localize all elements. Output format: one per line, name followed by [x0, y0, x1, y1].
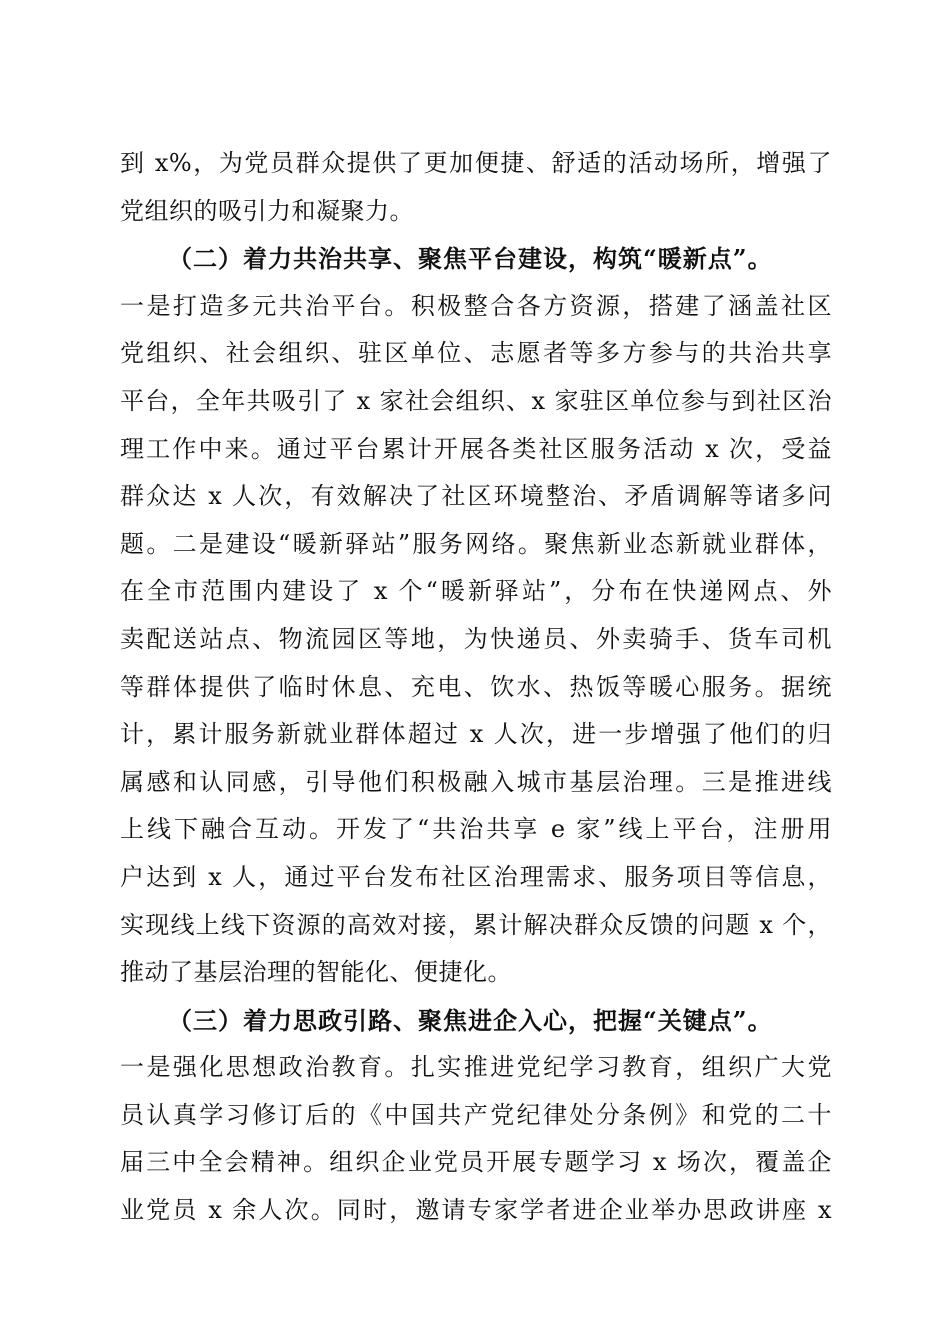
body-text-line: 理工作中来。通过平台累计开展各类社区服务活动 x 次，受益 [120, 434, 832, 463]
body-text-line: 等群体提供了临时休息、充电、饮水、热饭等暖心服务。据统 [120, 672, 832, 701]
body-text-line: 业党员 x 余人次。同时，邀请专家学者进企业举办思政讲座 x [120, 1196, 832, 1225]
body-text-line: 推动了基层治理的智能化、便捷化。 [120, 958, 512, 987]
body-text-line: 属感和认同感，引导他们积极融入城市基层治理。三是推进线 [120, 767, 832, 796]
body-text-line: 党组织的吸引力和凝聚力。 [120, 196, 414, 225]
body-text-line: 到 x%，为党员群众提供了更加便捷、舒适的活动场所，增强了 [120, 149, 832, 177]
body-text-line: 户达到 x 人，通过平台发布社区治理需求、服务项目等信息， [120, 862, 832, 891]
body-text-line: 实现线上线下资源的高效对接，累计解决群众反馈的问题 x 个， [120, 910, 832, 939]
body-text-line: 平台，全年共吸引了 x 家社会组织、x 家驻区单位参与到社区治 [120, 386, 832, 415]
section-heading-2: （二）着力共治共享、聚焦平台建设，构筑“暖新点”。 [168, 244, 773, 274]
body-text-line: 一是强化思想政治教育。扎实推进党纪学习教育，组织广大党 [120, 1053, 832, 1082]
body-text-line: 员认真学习修订后的《中国共产党纪律处分条例》和党的二十 [120, 1100, 832, 1129]
body-text-line: 卖配送站点、物流园区等地，为快递员、外卖骑手、货车司机 [120, 624, 832, 653]
body-text-line: 题。二是建设“暖新驿站”服务网络。聚焦新业态新就业群体， [120, 529, 832, 558]
body-text-line: 届三中全会精神。组织企业党员开展专题学习 x 场次，覆盖企 [120, 1148, 832, 1177]
section-heading-3: （三）着力思政引路、聚焦进企入心，把握“关键点”。 [168, 1005, 773, 1035]
body-text-line: 群众达 x 人次，有效解决了社区环境整治、矛盾调解等诸多问 [120, 482, 832, 511]
document-page [120, 140, 832, 1235]
body-text-line: 计，累计服务新就业群体超过 x 人次，进一步增强了他们的归 [120, 720, 832, 749]
body-text-line: 一是打造多元共治平台。积极整合各方资源，搭建了涵盖社区 [120, 291, 832, 320]
body-text-line: 上线下融合互动。开发了“共治共享 e 家”线上平台，注册用 [120, 815, 832, 844]
body-text-line: 在全市范围内建设了 x 个“暖新驿站”，分布在快递网点、外 [120, 577, 832, 606]
body-text-line: 党组织、社会组织、驻区单位、志愿者等多方参与的共治共享 [120, 339, 832, 368]
